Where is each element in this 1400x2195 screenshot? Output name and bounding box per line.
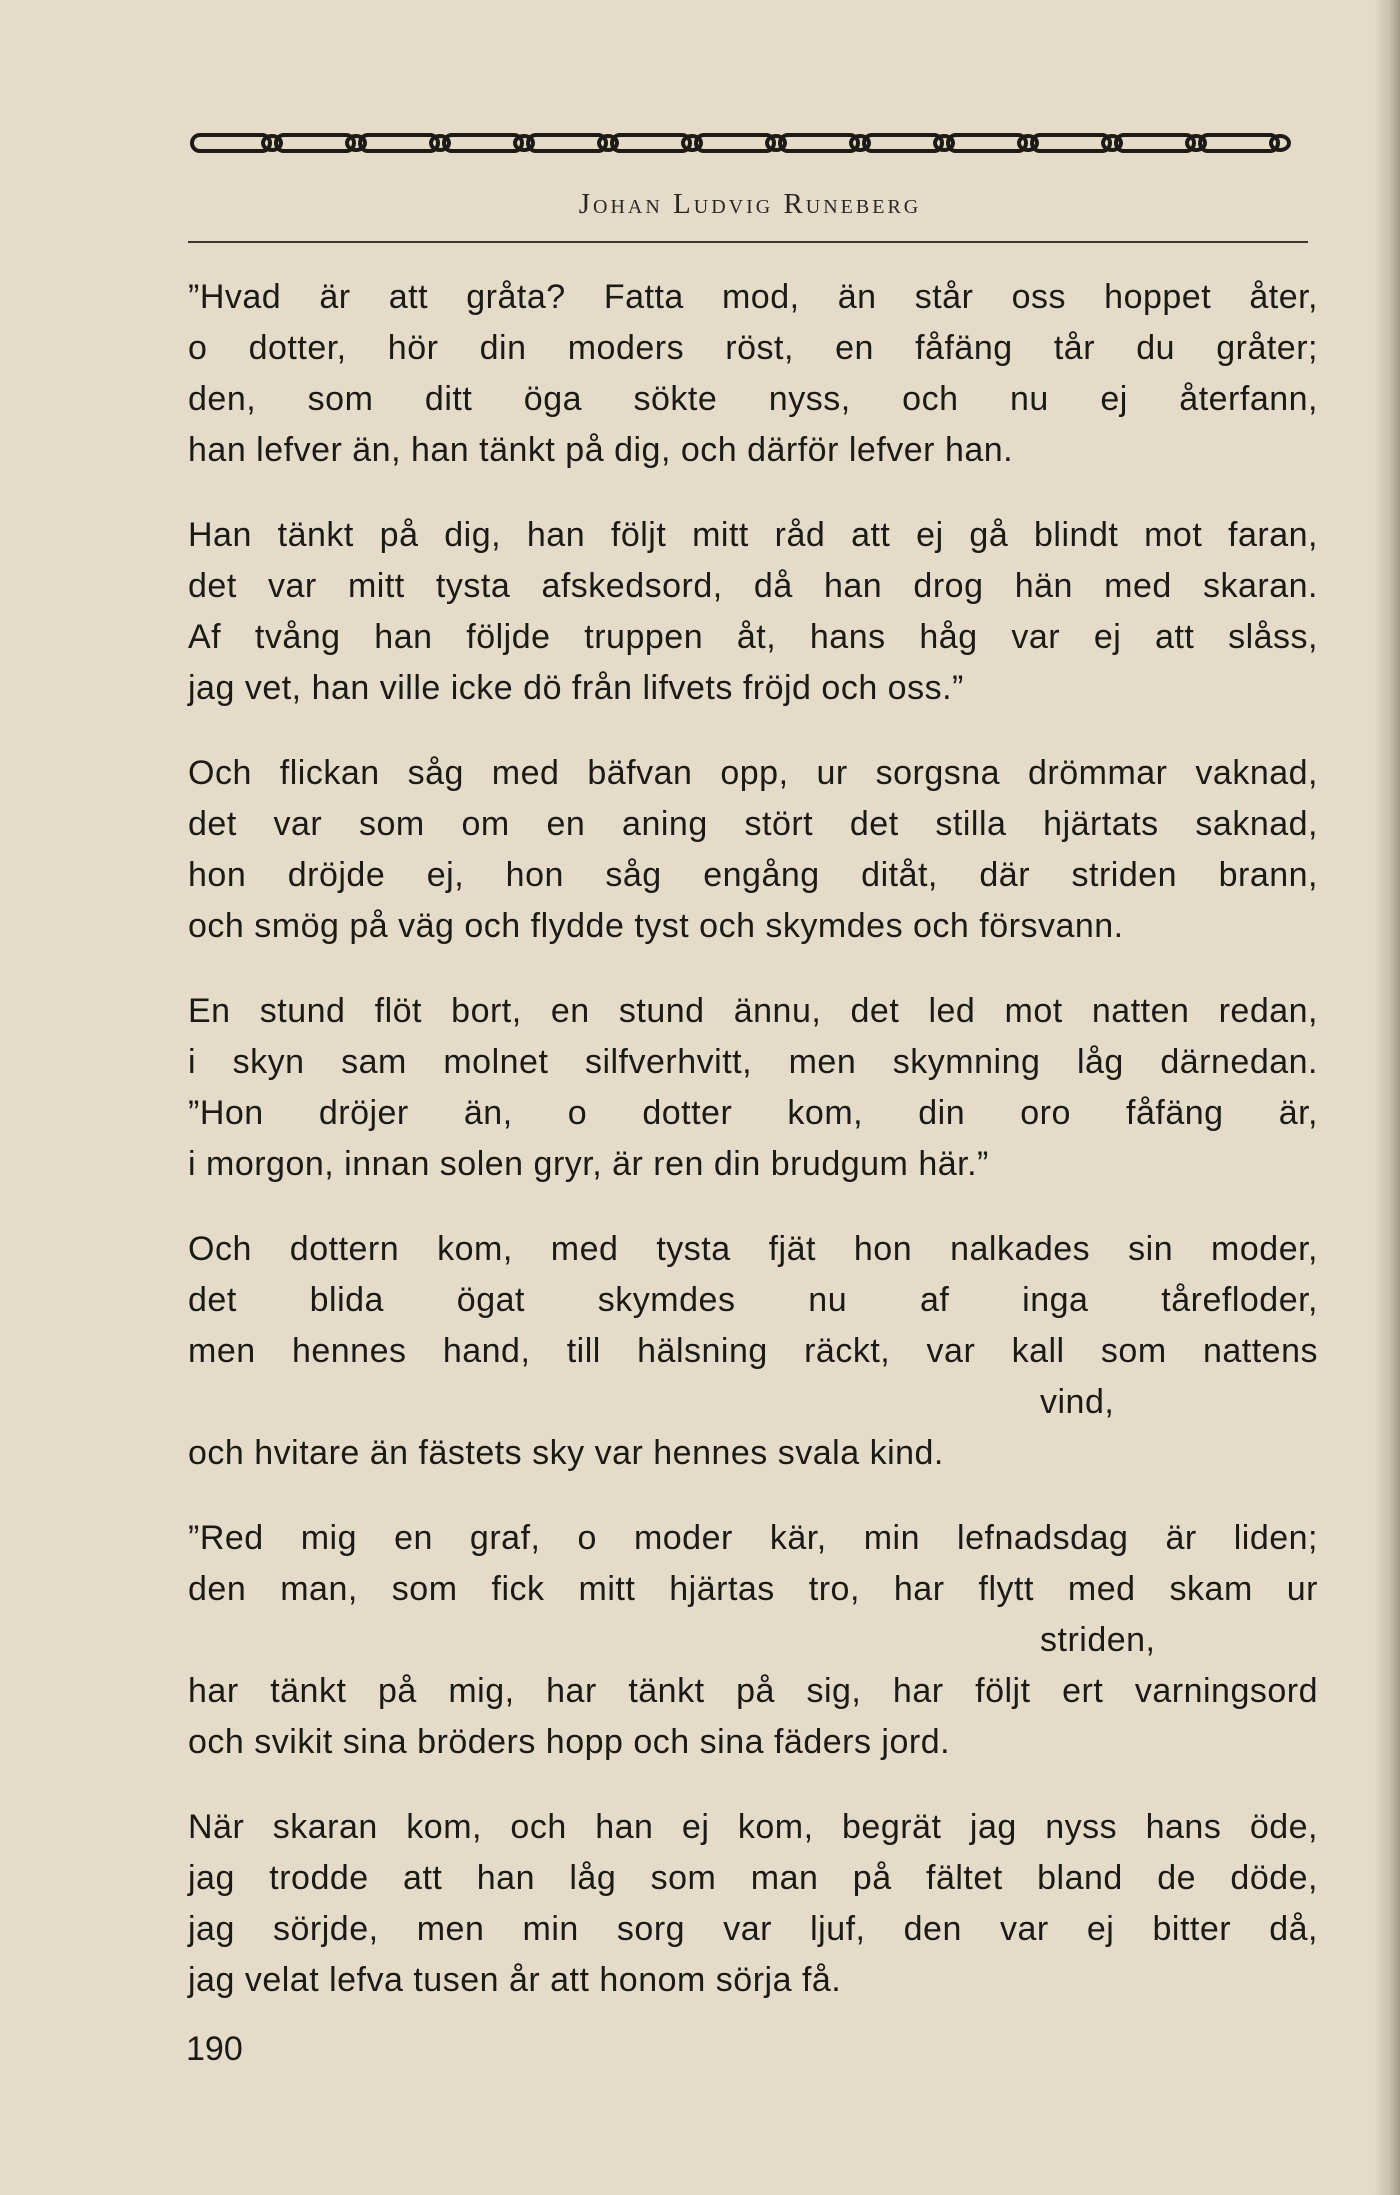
verse-line: När skaran kom, och han ej kom, begrät jag nyss hans öde, bbox=[188, 1808, 1318, 1846]
verse-line: det blida ögat skymdes nu af inga tårefloder, bbox=[188, 1281, 1318, 1319]
verse-line: ”Hon dröjer än, o dotter kom, din oro fåfäng är, bbox=[188, 1094, 1318, 1132]
verse-line: och smög på väg och flydde tyst och skymdes och försvann. bbox=[188, 907, 1124, 945]
running-title: Johan Ludvig Runeberg bbox=[578, 188, 922, 220]
verse-line: jag trodde att han låg som man på fältet bland de döde, bbox=[188, 1859, 1318, 1897]
chain-link bbox=[696, 135, 774, 151]
chain-link bbox=[1116, 135, 1194, 151]
verse-line: Och dottern kom, med tysta fjät hon nalkades sin moder, bbox=[188, 1230, 1318, 1268]
verse-line: o dotter, hör din moders röst, en fåfäng tår du gråter; bbox=[188, 329, 1318, 367]
verse-line: Af tvång han följde truppen åt, hans håg var ej att slåss, bbox=[188, 618, 1318, 656]
verse-line: jag sörjde, men min sorg var ljuf, den var ej bitter då, bbox=[188, 1910, 1318, 1948]
poem-text bbox=[188, 272, 1318, 2040]
stanza-1 bbox=[188, 272, 1318, 476]
stanza-7 bbox=[188, 1802, 1318, 2006]
verse-line: ”Hvad är att gråta? Fatta mod, än står oss hoppet åter, bbox=[188, 278, 1318, 316]
verse-line: Och flickan såg med bäfvan opp, ur sorgsna drömmar vaknad, bbox=[188, 754, 1318, 792]
verse-line-continuation: striden, bbox=[1040, 1621, 1156, 1659]
verse-line: det var mitt tysta afskedsord, då han drog hän med skaran. bbox=[188, 567, 1318, 605]
verse-line: han lefver än, han tänkt på dig, och därför lefver han. bbox=[188, 431, 1014, 469]
chain-link bbox=[780, 135, 858, 151]
verse-line: jag vet, han ville icke dö från lifvets fröjd och oss.” bbox=[188, 669, 964, 707]
stanza-5 bbox=[188, 1224, 1318, 1479]
verse-line: ”Red mig en graf, o moder kär, min lefnadsdag är liden; bbox=[188, 1519, 1318, 1557]
page-number: 190 bbox=[186, 2030, 243, 2068]
chain-link bbox=[444, 135, 522, 151]
chain-link bbox=[612, 135, 690, 151]
verse-line: hon dröjde ej, hon såg engång ditåt, där striden brann, bbox=[188, 856, 1318, 894]
header-rule bbox=[188, 241, 1308, 243]
verse-line: den, som ditt öga sökte nyss, och nu ej återfann, bbox=[188, 380, 1318, 418]
verse-line: det var som om en aning stört det stilla hjärtats saknad, bbox=[188, 805, 1318, 843]
verse-line: och hvitare än fästets sky var hennes svala kind. bbox=[188, 1434, 944, 1472]
stanza-6 bbox=[188, 1513, 1318, 1768]
verse-line: En stund flöt bort, en stund ännu, det led mot natten redan, bbox=[188, 992, 1318, 1030]
verse-line: Han tänkt på dig, han följt mitt råd att ej gå blindt mot faran, bbox=[188, 516, 1318, 554]
chain-link bbox=[1032, 135, 1110, 151]
verse-line: men hennes hand, till hälsning räckt, var kall som nattens bbox=[188, 1332, 1318, 1370]
chain-link bbox=[948, 135, 1026, 151]
chain-link bbox=[864, 135, 942, 151]
verse-line: jag velat lefva tusen år att honom sörja få. bbox=[188, 1961, 842, 1999]
chain-link bbox=[276, 135, 354, 151]
chain-link bbox=[192, 135, 270, 151]
page-edge-shadow bbox=[1374, 0, 1400, 2195]
stanza-2 bbox=[188, 510, 1318, 714]
decorative-chain-border bbox=[188, 131, 1308, 155]
verse-line: har tänkt på mig, har tänkt på sig, har följt ert varningsord bbox=[188, 1672, 1318, 1710]
verse-line: den man, som fick mitt hjärtas tro, har flytt med skam ur bbox=[188, 1570, 1318, 1608]
verse-line-continuation: vind, bbox=[1040, 1383, 1115, 1421]
verse-line: i morgon, innan solen gryr, är ren din brudgum här.” bbox=[188, 1145, 989, 1183]
stanza-3 bbox=[188, 748, 1318, 952]
chain-link bbox=[528, 135, 606, 151]
chain-link bbox=[1200, 135, 1278, 151]
stanza-4 bbox=[188, 986, 1318, 1190]
verse-line: i skyn sam molnet silfverhvitt, men skymning låg därnedan. bbox=[188, 1043, 1318, 1081]
chain-link bbox=[360, 135, 438, 151]
verse-line: och svikit sina bröders hopp och sina fäders jord. bbox=[188, 1723, 951, 1761]
